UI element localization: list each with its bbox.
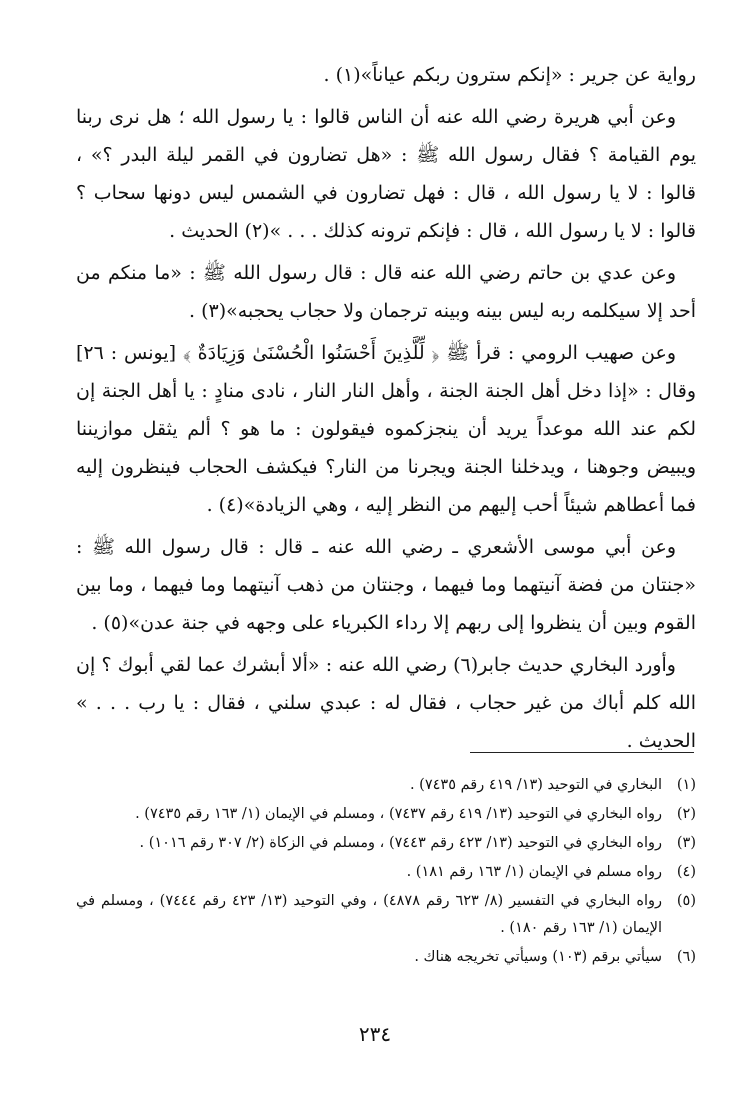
footnotes [76, 772, 696, 973]
footnote-number: (٥) [676, 893, 696, 909]
footnote [76, 859, 696, 886]
footnote-text: رواه البخاري في التفسير (٨/ ٦٢٣ رقم ٤٨٧٨) ، وفي التوحيد (١٣/ ٤٢٣ رقم ٧٤٤٤) ، ومسلم في الإيمان (١/ ١٦٣ رقم ١٨٠) . [76, 893, 663, 936]
footnote-number: (١) [676, 777, 696, 793]
paragraph: وأورد البخاري حديث جابر(٦) رضي الله عنه : «ألا أبشرك عما لقي أبوك ؟ إن الله كلم أباك من غير حجاب ، فقال له : عبدي سلني ، فقال : يا رب . . . » الحديث . [76, 654, 696, 752]
footnote-number: (٦) [676, 949, 696, 965]
footnote [76, 888, 696, 942]
footnote [76, 801, 696, 828]
footnote-number: (٤) [676, 864, 696, 880]
paragraph: وعن صهيب الرومي : قرأ ﷺ ﴿ لِّلَّذِينَ أَحْسَنُوا الْحُسْنَىٰ وَزِيَادَةٌ ﴾ [يونس : ٢٦] وقال : «إذا دخل أهل الجنة الجنة ، وأهل النار النار ، نادى منادٍ : يا أهل الجنة إن لكم عند الله موعداً يريد أن ينجزكموه فيقولون : ما هو ؟ ألم يثقل موازيننا ويبيض وجوهنا ، ويدخلنا الجنة ويجرنا من النار؟ فيكشف الحجاب فينظرون إليه فما أعطاهم شيئاً أحب إليهم من النظر إليه ، وهي الزيادة»(٤) . [76, 342, 697, 516]
footnote-text: سيأتي برقم (١٠٣) وسيأتي تخريجه هناك . [414, 949, 662, 965]
footnote-number: (٢) [676, 806, 696, 822]
footnote-number: (٣) [676, 835, 696, 851]
main-text [76, 56, 696, 764]
footnote [76, 830, 696, 857]
footnote-text: البخاري في التوحيد (١٣/ ٤١٩ رقم ٧٤٣٥) . [409, 777, 662, 793]
footnote-divider [470, 752, 694, 753]
footnote-text: رواه البخاري في التوحيد (١٣/ ٤٢٣ رقم ٧٤٤٣) ، ومسلم في الزكاة (٢/ ٣٠٧ رقم ١٠١٦) . [139, 835, 662, 851]
footnote-text: رواه البخاري في التوحيد (١٣/ ٤١٩ رقم ٧٤٣٧) ، ومسلم في الإيمان (١/ ١٦٣ رقم ٧٤٣٥) . [135, 806, 662, 822]
paragraph: وعن عدي بن حاتم رضي الله عنه قال : قال رسول الله ﷺ : «ما منكم من أحد إلا سيكلمه ربه ليس بينه وبينه ترجمان ولا حجاب يحجبه»(٣) . [76, 262, 696, 322]
page-number: ٢٣٤ [358, 1022, 392, 1046]
footnote [76, 944, 696, 971]
paragraph: وعن أبي موسى الأشعري ـ رضي الله عنه ـ قال : قال رسول الله ﷺ : «جنتان من فضة آنيتهما وما فيهما ، وجنتان من ذهب آنيتهما وما فيهما ، وما بين القوم وبين أن ينظروا إلى ربهم إلا رداء الكبرياء على وجهه في جنة عدن»(٥) . [76, 536, 696, 634]
paragraph: وعن أبي هريرة رضي الله عنه أن الناس قالوا : يا رسول الله ؛ هل نرى ربنا يوم القيامة ؟ فقال رسول الله ﷺ : «هل تضارون في القمر ليلة البدر ؟» ، قالوا : لا يا رسول الله ، قال : فهل تضارون في الشمس ليس دونها سحاب ؟ قالوا : لا يا رسول الله ، قال : فإنكم ترونه كذلك . . . »(٢) الحديث . [76, 106, 696, 242]
footnote-text: رواه مسلم في الإيمان (١/ ١٦٣ رقم ١٨١) . [406, 864, 662, 880]
footnote [76, 772, 696, 799]
paragraph: رواية عن جرير : «إنكم سترون ربكم عياناً»(١) . [323, 64, 696, 86]
